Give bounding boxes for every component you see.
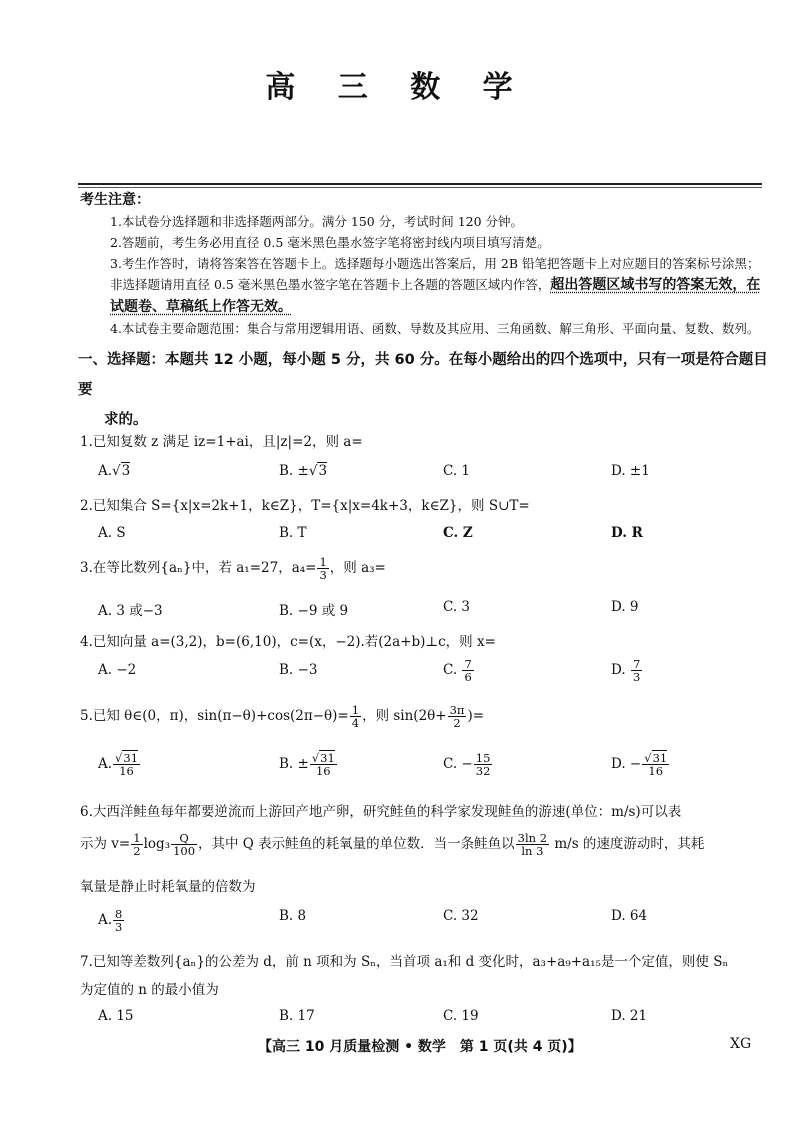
option-c: C. $\frac{7}{6}$: [443, 657, 472, 685]
notice-item-3-text: 3.考生作答时，请将答案答在答题卡上。选择题每小题选出答案后，用 2B 铅笔把答题卡上对应题目的答案标号涂黑；非选择题请用直径 0.5 毫米黑色墨水签字笔在答题卡上各题的答题区域内作答，: [110, 256, 760, 292]
option-d: D. 64: [611, 908, 648, 924]
question-6-line2: 示为 v= $\frac{1}{2}$ log₃ $\frac{Q}{100}$ ，其中 Q 表示鲑鱼的耗氧量的单位数．当一条鲑鱼以 $\frac{3\ln 2}{\ln 3}$ m/s 的速度游动时，其耗: [80, 831, 705, 859]
option-a: A. −2: [98, 662, 137, 678]
option-d: D. $\frac{7}{3}$: [611, 657, 641, 685]
question-5-stem: 5.已知 θ∈(0，π)，sin(π−θ)+cos(2π−θ)= $\frac{1}{4}$ ，则 sin(2θ+ $\frac{3\pi}{2}$ )=: [80, 703, 485, 731]
fraction: $\frac{1}{3}$: [319, 555, 327, 583]
question-5-options: [98, 752, 778, 778]
question-7-line2: 为定值的 n 的最小值为: [80, 982, 219, 998]
question-3-stem: 3.在等比数列{aₙ}中，若 a₁=27，a₄= $\frac{1}{3}$ ，则 a₃=: [80, 555, 386, 583]
option-b: B. −3: [279, 662, 318, 678]
notice-item-3-emphasis: 超出答题区域书写的答案无效，在试题卷、草稿纸上作答无效。: [110, 277, 761, 315]
option-d: D. − $\frac{√31}{16}$: [611, 751, 668, 779]
question-1-stem: 1.已知复数 z 满足 iz=1+ai，且|z|=2，则 a=: [80, 434, 363, 450]
question-1-options: [98, 463, 778, 489]
option-b: B. ± $\frac{√31}{16}$: [279, 751, 335, 779]
option-d: D. R: [611, 525, 643, 541]
section-heading-line1: 一、选择题：本题共 12 小题，每小题 5 分，共 60 分。在每小题给出的四个选项中，只有一项是符合题目要: [78, 352, 768, 398]
footer-code: XG: [730, 1036, 752, 1052]
option-b: B. 17: [279, 1008, 315, 1024]
question-3-options: [98, 599, 778, 625]
option-c: C. 32: [443, 908, 479, 924]
notice-heading: 考生注意：: [80, 192, 150, 208]
notice-item-3: [80, 253, 770, 318]
option-c: C. 1: [443, 463, 471, 479]
option-a: A. 3 或−3: [98, 603, 163, 619]
option-d: D. 21: [611, 1008, 648, 1024]
question-4-options: [98, 657, 778, 688]
question-2-stem: 2.已知集合 S={x|x=2k+1，k∈Z}，T={x|x=4k+3，k∈Z}，则 S∪T=: [80, 498, 530, 514]
option-a: A. S: [98, 525, 126, 541]
question-6-options: [98, 908, 778, 934]
question-7-options: [98, 1008, 778, 1034]
option-c: C. 19: [443, 1008, 479, 1024]
option-b: B. ±√3: [279, 463, 328, 479]
notice-item-2: 2.答题前，考生务必用直径 0.5 毫米黑色墨水签字笔将密封线内项目填写清楚。: [110, 235, 550, 250]
option-c: C. 3: [443, 599, 471, 615]
question-6-line3: 氧量是静止时耗氧量的倍数为: [80, 879, 256, 895]
divider-rule: [78, 183, 762, 185]
page-footer: 【高三 10 月质量检测 • 数学 第 1 页(共 4 页)】: [258, 1039, 582, 1055]
option-c: C. − $\frac{15}{32}$: [443, 751, 491, 779]
option-c: C. Z: [443, 525, 473, 541]
option-d: D. 9: [611, 599, 639, 615]
question-2-options: [98, 525, 778, 551]
page-title: 高 三 数 学: [265, 70, 529, 105]
question-4-stem: 4.已知向量 a=(3,2)，b=(6,10)，c=(x，−2).若(2a+b)⊥c，则 x=: [80, 634, 496, 650]
option-d: D. ±1: [611, 463, 650, 479]
question-7-line1: 7.已知等差数列{aₙ}的公差为 d，前 n 项和为 Sₙ，当首项 a₁和 d 变化时，a₃+a₉+a₁₅是一个定值，则使 Sₙ: [80, 954, 729, 970]
option-a: A.√3: [98, 463, 131, 479]
option-b: B. T: [279, 525, 307, 541]
notice-item-4: 4.本试卷主要命题范围：集合与常用逻辑用语、函数、导数及其应用、三角函数、解三角形、平面向量、复数、数列。: [110, 321, 760, 336]
option-b: B. 8: [279, 908, 307, 924]
section-heading: [78, 345, 772, 435]
option-a: A. 15: [98, 1008, 134, 1024]
divider-rule-thin: [78, 187, 762, 188]
notice-item-1: 1.本试卷分选择题和非选择题两部分。满分 150 分，考试时间 120 分钟。: [110, 214, 524, 229]
section-heading-line2: 求的。: [104, 412, 148, 428]
option-a: A. $\frac{√31}{16}$: [98, 751, 139, 779]
option-a: A. $\frac{8}{3}$: [98, 907, 123, 935]
notice-block: [80, 190, 770, 339]
option-b: B. −9 或 9: [279, 603, 349, 619]
question-6-line1: 6.大西洋鲑鱼每年都要逆流而上游回产地产卵，研究鲑鱼的科学家发现鲑鱼的游速(单位：m/s)可以表: [80, 804, 682, 820]
